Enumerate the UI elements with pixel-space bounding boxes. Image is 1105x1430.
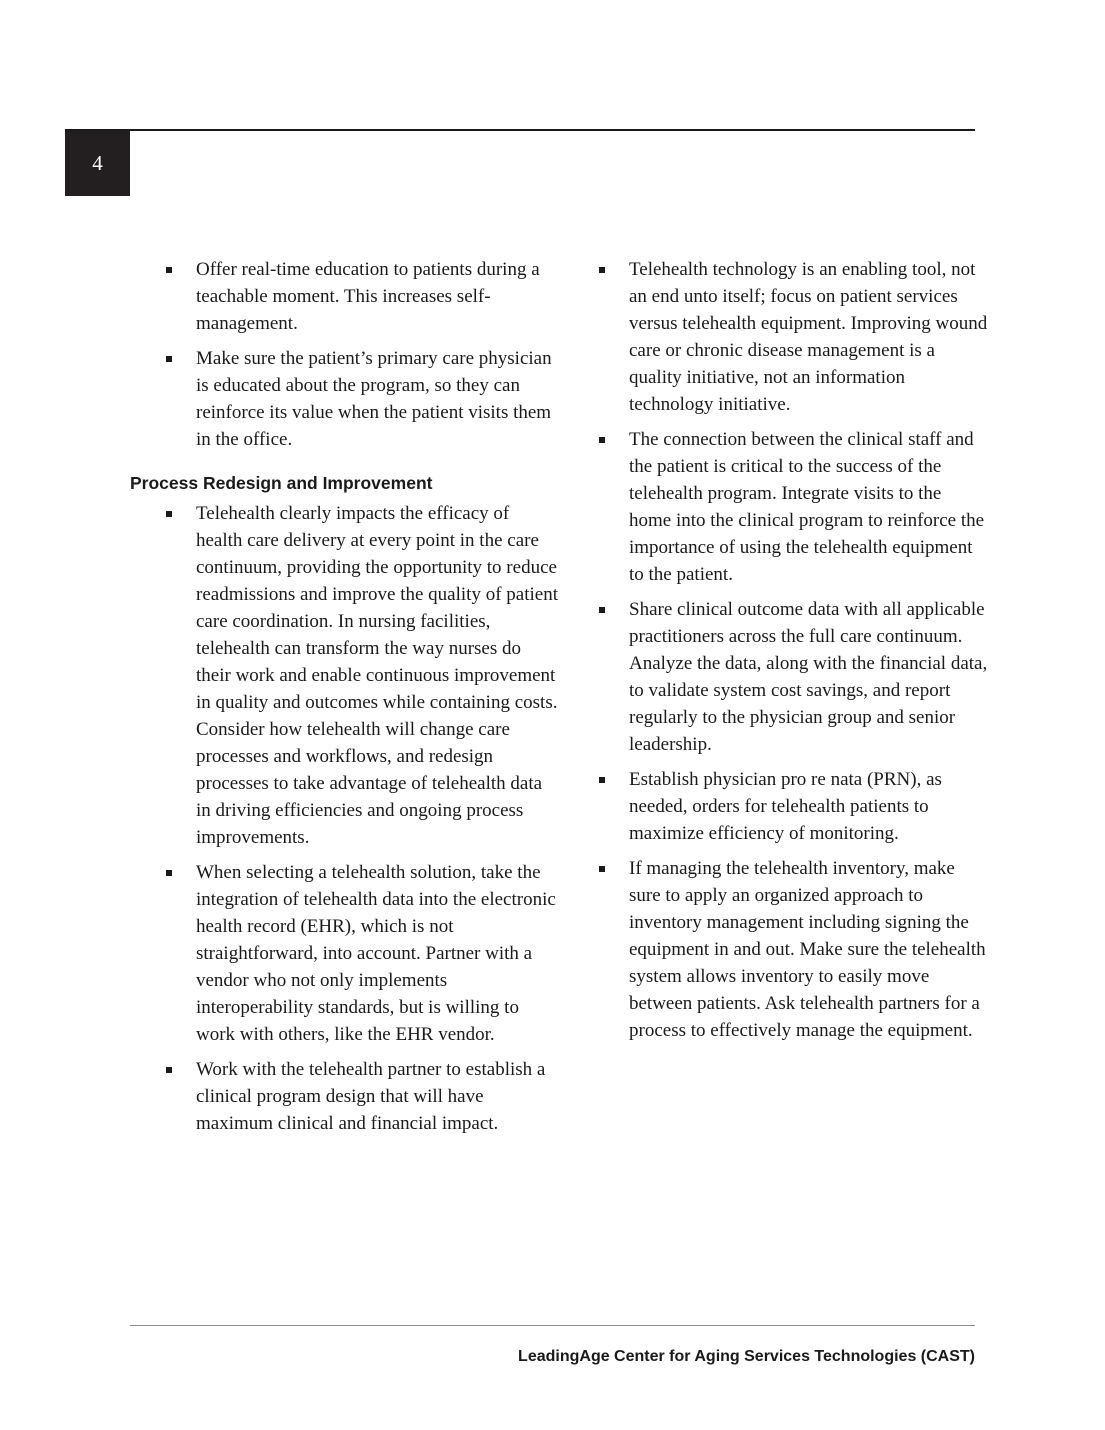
bullet-item: Telehealth clearly impacts the efficacy of health care delivery at every point in the care continuum, providing the opportunity to reduce readmissions and improve the quality of patient care coordination. In nursing facilities, telehealth can transform the way nurses do their work and enable continuous improvement in quality and outcomes while containing costs. Consider how telehealth will change care processes and workflows, and redesign processes to take advantage of telehealth data in driving efficiencies and ongoing process improvements. [130, 500, 560, 851]
footer-text: LeadingAge Center for Aging Services Technologies (CAST) [518, 1348, 975, 1365]
bullet-item: The connection between the clinical staff and the patient is critical to the success of the telehealth program. Integrate visits to the home into the clinical program to reinforce the importance of using the telehealth equipment to the patient. [563, 426, 988, 588]
header-rule [65, 129, 975, 131]
process-bullet-list [130, 500, 560, 1137]
page-number: 4 [92, 151, 103, 175]
bullet-item: If managing the telehealth inventory, make sure to apply an organized approach to inventory management including signing the equipment in and out. Make sure the telehealth system allows inventory to easily move between patients. Ask telehealth partners for a process to effectively manage the equipment. [563, 855, 988, 1044]
section-heading: Process Redesign and Improvement [130, 473, 433, 493]
bullet-item: Share clinical outcome data with all applicable practitioners across the full care continuum. Analyze the data, along with the financial data, to validate system cost savings, and report regularly to the physician group and senior leadership. [563, 596, 988, 758]
right-column [563, 256, 988, 1052]
intro-bullet-list [130, 256, 560, 453]
footer-rule [130, 1325, 975, 1326]
bullet-item: Offer real-time education to patients during a teachable moment. This increases self-management. [130, 256, 560, 337]
bullet-item: Telehealth technology is an enabling tool, not an end unto itself; focus on patient services versus telehealth equipment. Improving wound care or chronic disease management is a quality initiative, not an information technology initiative. [563, 256, 988, 418]
bullet-item: Work with the telehealth partner to establish a clinical program design that will have maximum clinical and financial impact. [130, 1056, 560, 1137]
bullet-item: Establish physician pro re nata (PRN), as needed, orders for telehealth patients to maximize efficiency of monitoring. [563, 766, 988, 847]
bullet-item: Make sure the patient’s primary care physician is educated about the program, so they can reinforce its value when the patient visits them in the office. [130, 345, 560, 453]
bullet-item: When selecting a telehealth solution, take the integration of telehealth data into the electronic health record (EHR), which is not straightforward, into account. Partner with a vendor who not only implements interoperability standards, but is willing to work with others, like the EHR vendor. [130, 859, 560, 1048]
right-bullet-list [563, 256, 988, 1044]
page-number-box [65, 131, 130, 196]
left-column [130, 256, 560, 1145]
